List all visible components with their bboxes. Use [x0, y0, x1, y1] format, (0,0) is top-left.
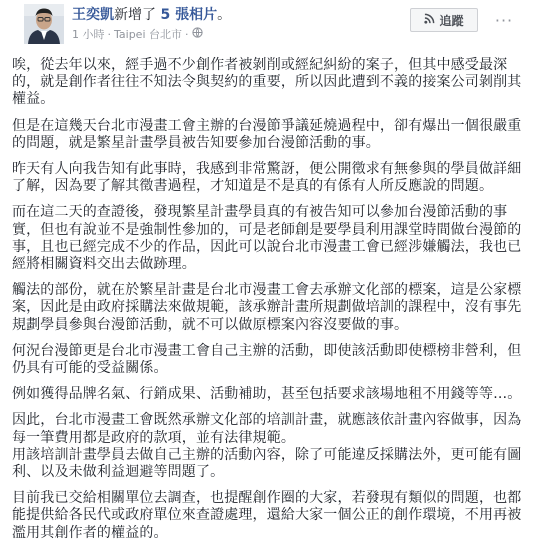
- follow-button-label: 追蹤: [439, 13, 464, 28]
- post-paragraph: 而在這二天的查證後，發現繁星計畫學員真的有被告知可以參加台漫節活動的事實，但也有說並不是強制性參加的，可是老師創是要學員利用課堂時間做台漫節的事，且也已經完成不少的作品，因此可以說台北市漫畫工會已經涉嫌觸法，我也已經將相關資料交出去做跡理。: [12, 204, 522, 273]
- globe-icon[interactable]: [192, 27, 203, 42]
- post-paragraph: 但是在這幾天台北市漫畫工會主辦的台漫節爭議延燒過程中，卻有爆出一個很嚴重的問題，就是繁星計畫學員被告知要參加台漫節活動的事。: [12, 117, 522, 151]
- post-timestamp[interactable]: 1 小時: [72, 27, 105, 41]
- post-body: [12, 57, 528, 551]
- meta-separator: ·: [107, 27, 111, 41]
- post-action-suffix: 。: [217, 7, 232, 23]
- meta-separator: ·: [185, 27, 189, 41]
- post-header: [12, 0, 530, 48]
- more-options-icon[interactable]: ···: [494, 10, 514, 30]
- rss-icon: [424, 13, 435, 27]
- post-paragraph: 用該培訓計畫學員去做自己主辦的活動內容，除了可能違反採購法外，更可能有圖利、以及未做利益迴避等問題了。: [12, 446, 522, 481]
- author-line: [72, 6, 231, 24]
- post-paragraph: 唉，從去年以來，經手過不少創作者被剝削或經紀糾紛的案子，但其中感受最深的，就是創作者往往不知法令與契約的重要，所以因此遭到不義的接案公司剝削其權益。: [12, 57, 522, 108]
- post-paragraph: 昨天有人向我告知有此事時，我感到非常驚訝，便公開徵求有無參與的學員做詳細了解，因為要了解其徵書過程，才知道是不是真的有係有人所反應說的問題。: [12, 161, 522, 195]
- author-avatar[interactable]: [24, 4, 64, 44]
- post-meta: [72, 27, 203, 42]
- author-name[interactable]: 王奕凱: [72, 7, 114, 23]
- post-location[interactable]: Taipei 台北市: [114, 27, 182, 41]
- avatar-photo-icon: [24, 4, 64, 44]
- photo-count-link[interactable]: 5 張相片: [160, 7, 218, 23]
- follow-button[interactable]: [410, 8, 478, 32]
- post-paragraph: 目前我已交給相關單位去調查，也提醒創作圈的大家，若發現有類似的問題，也都能提供給各民代或政府單位來查證處理，還給大家一個公正的創作環境，不用再被濫用其創作者的權益的。: [12, 490, 522, 541]
- post-paragraph: 因此，台北市漫畫工會既然承辦文化部的培訓計畫，就應該依計畫內容做事，因為每一筆費用都是政府的款項，並有法律規範。: [12, 412, 522, 446]
- post-paragraph: 何況台漫節更是台北市漫畫工會自己主辦的活動，即使該活動即使標榜非營利，但仍具有可能的受益關係。: [12, 342, 522, 377]
- post-paragraph: 例如獲得品牌名氣、行銷成果、活動補助，甚至包括要求該場地租不用錢等等…。: [12, 386, 522, 403]
- post-action-text: 新增了: [114, 7, 156, 23]
- post-paragraph: 觸法的部份，就在於繁星計畫是台北市漫畫工會去承辦文化部的標案，這是公家標案，因此是由政府採購法來做規範，該承辦計畫所規劃做培訓的課程中，沒有事先規劃學員參與台漫節活動，就不可以做原標案內容沒要做的事。: [12, 282, 522, 333]
